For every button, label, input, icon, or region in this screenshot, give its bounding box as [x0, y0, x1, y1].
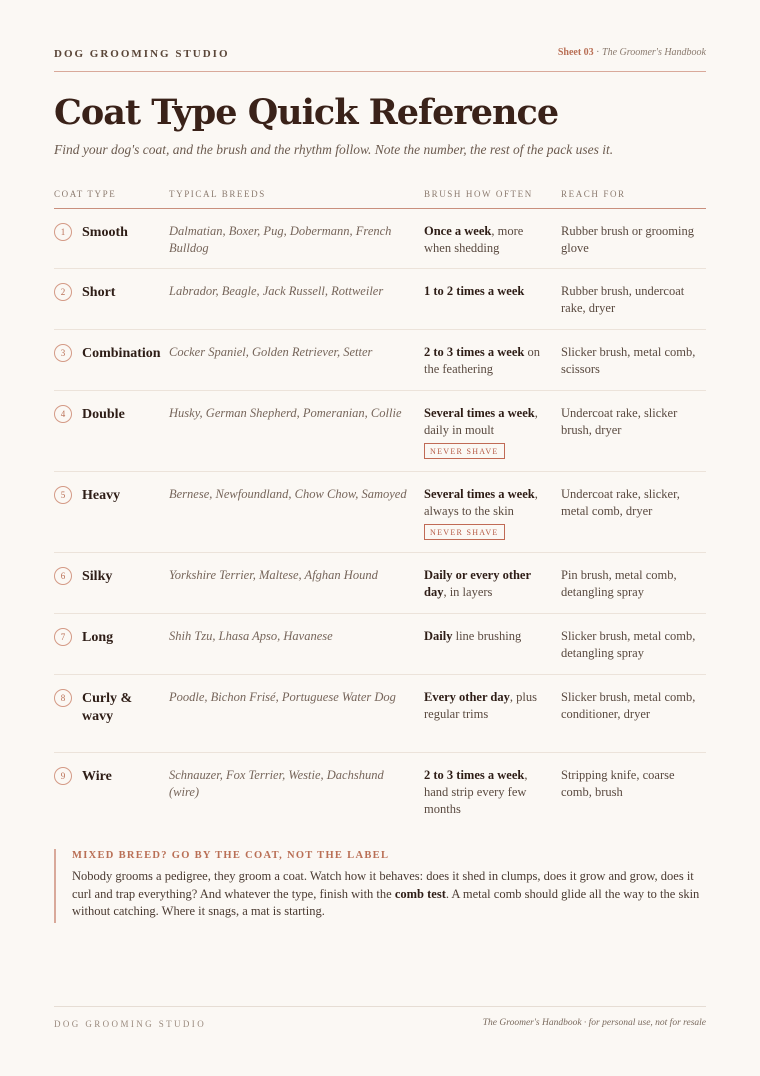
table-row: [54, 391, 706, 472]
sheet-number: Sheet 03: [557, 47, 594, 58]
coat-type: Smooth: [82, 225, 128, 240]
brush-frequency-rest: , daily in moult: [424, 406, 538, 437]
typical-breeds: Dalmatian, Boxer, Pug, Dobermann, French Bulldog: [169, 224, 392, 255]
col-header-reach: REACH FOR: [561, 189, 626, 199]
coat-type: Silky: [82, 569, 113, 584]
table-row: [54, 269, 706, 330]
note-body: [72, 868, 706, 921]
reach-for-tools: Undercoat rake, slicker, metal comb, dryer: [561, 487, 680, 518]
brush-frequency-rest: , always to the skin: [424, 487, 538, 518]
row-number: 1: [54, 223, 72, 241]
typical-breeds: Yorkshire Terrier, Maltese, Afghan Hound: [169, 568, 378, 582]
studio-name: DOG GROOMING STUDIO: [54, 48, 230, 60]
row-number: 4: [54, 405, 72, 423]
top-bar: [54, 46, 706, 62]
never-shave-badge: NEVER SHAVE: [424, 443, 505, 459]
reach-for-tools: Slicker brush, metal comb, scissors: [561, 345, 696, 376]
note-bold: comb test: [394, 886, 446, 901]
brush-frequency-bold: Once a week: [424, 224, 492, 238]
brush-frequency-bold: 2 to 3 times a week: [424, 768, 525, 782]
brush-frequency-rest: , in layers: [443, 585, 493, 599]
brush-frequency-rest: , more when shedding: [424, 224, 524, 255]
top-rule: [54, 71, 706, 72]
coat-type: Double: [82, 407, 125, 422]
table-row: [54, 553, 706, 614]
note-text-1: Nobody grooms a pedigree, they groom a coat. Watch how it behaves: does it shed in clumps, does it grow and grow, does it curl and trap everything? And whatever the type, finish with the: [72, 869, 694, 901]
typical-breeds: Bernese, Newfoundland, Chow Chow, Samoyed: [169, 487, 407, 501]
row-number: 8: [54, 689, 72, 707]
brush-frequency-bold: Several times a week: [424, 406, 535, 420]
row-number: 9: [54, 767, 72, 785]
sheet-separator: ·: [593, 47, 603, 58]
note-title: MIXED BREED? GO BY THE COAT, NOT THE LABEL: [72, 850, 390, 861]
brush-frequency: [424, 689, 552, 723]
footer-note: The Groomer's Handbook · for personal use, not for resale: [482, 1018, 706, 1028]
brush-frequency: [424, 486, 552, 540]
reach-for-tools: Stripping knife, coarse comb, brush: [561, 768, 675, 799]
reach-for-tools: Slicker brush, metal comb, conditioner, dryer: [561, 690, 696, 721]
row-number: 7: [54, 628, 72, 646]
typical-breeds: Labrador, Beagle, Jack Russell, Rottweiler: [169, 284, 384, 298]
footer-studio: DOG GROOMING STUDIO: [54, 1019, 207, 1029]
brush-frequency-bold: 1 to 2 times a week: [424, 284, 525, 298]
typical-breeds: Shih Tzu, Lhasa Apso, Havanese: [169, 629, 333, 643]
note-text-2: . A metal comb should glide all the way to the skin without catching. Where it snags, a mat is starting.: [72, 886, 700, 918]
brush-frequency-rest: line brushing: [452, 629, 522, 643]
coat-type: Heavy: [82, 488, 121, 503]
page: [54, 0, 706, 1076]
table-row: [54, 753, 706, 823]
reach-for-tools: Undercoat rake, slicker brush, dryer: [561, 406, 678, 437]
brush-frequency-bold: Several times a week: [424, 487, 535, 501]
table-row: [54, 209, 706, 269]
table-header: [54, 189, 706, 201]
brush-frequency-bold: 2 to 3 times a week: [424, 345, 525, 359]
coat-type: Long: [82, 630, 114, 645]
reach-for-tools: Pin brush, metal comb, detangling spray: [561, 568, 677, 599]
brush-frequency-bold: Daily or every other day: [424, 568, 531, 599]
never-shave-badge: NEVER SHAVE: [424, 524, 505, 540]
brush-frequency-bold: Daily: [424, 629, 453, 643]
coat-type: Combination: [82, 346, 161, 361]
row-number: 6: [54, 567, 72, 585]
table-row: [54, 675, 706, 753]
row-number: 5: [54, 486, 72, 504]
reach-for-tools: Slicker brush, metal comb, detangling spray: [561, 629, 696, 660]
sheet-label: [558, 47, 706, 58]
typical-breeds: Husky, German Shepherd, Pomeranian, Collie: [169, 406, 402, 420]
brush-frequency: [424, 283, 552, 300]
brush-frequency: [424, 628, 552, 645]
brush-frequency: [424, 567, 552, 601]
table-row: [54, 472, 706, 553]
footer-rule: [54, 1006, 706, 1007]
typical-breeds: Cocker Spaniel, Golden Retriever, Setter: [169, 345, 373, 359]
coat-type: Curly & wavy: [82, 691, 133, 724]
typical-breeds: Poodle, Bichon Frisé, Portuguese Water Dog: [169, 690, 396, 704]
brush-frequency: [424, 405, 552, 459]
coat-type: Wire: [82, 769, 112, 784]
page-title: Coat Type Quick Reference: [54, 92, 559, 133]
brush-frequency: [424, 344, 552, 378]
coat-type: Short: [82, 285, 116, 300]
reach-for-tools: Rubber brush or grooming glove: [561, 224, 694, 255]
brush-frequency-rest: on the feathering: [424, 345, 540, 376]
row-number: 3: [54, 344, 72, 362]
col-header-breeds: TYPICAL BREEDS: [169, 189, 266, 199]
page-subtitle: Find your dog's coat, and the brush and the rhythm follow. Note the number, the rest of the pack uses it.: [54, 142, 614, 157]
brush-frequency-rest: , hand strip every few months: [424, 768, 528, 816]
row-number: 2: [54, 283, 72, 301]
table-row: [54, 330, 706, 391]
brush-frequency-bold: Every other day: [424, 690, 510, 704]
brush-frequency-rest: , plus regular trims: [424, 690, 537, 721]
brush-frequency: [424, 223, 552, 257]
col-header-brush: BRUSH HOW OFTEN: [424, 189, 533, 199]
handbook-name: The Groomer's Handbook: [602, 47, 706, 58]
reach-for-tools: Rubber brush, undercoat rake, dryer: [561, 284, 685, 315]
col-header-coat-type: COAT TYPE: [54, 189, 117, 199]
mixed-breed-note: [54, 849, 706, 923]
brush-frequency: [424, 767, 552, 818]
table-row: [54, 614, 706, 675]
typical-breeds: Schnauzer, Fox Terrier, Westie, Dachshund (wire): [169, 768, 384, 799]
